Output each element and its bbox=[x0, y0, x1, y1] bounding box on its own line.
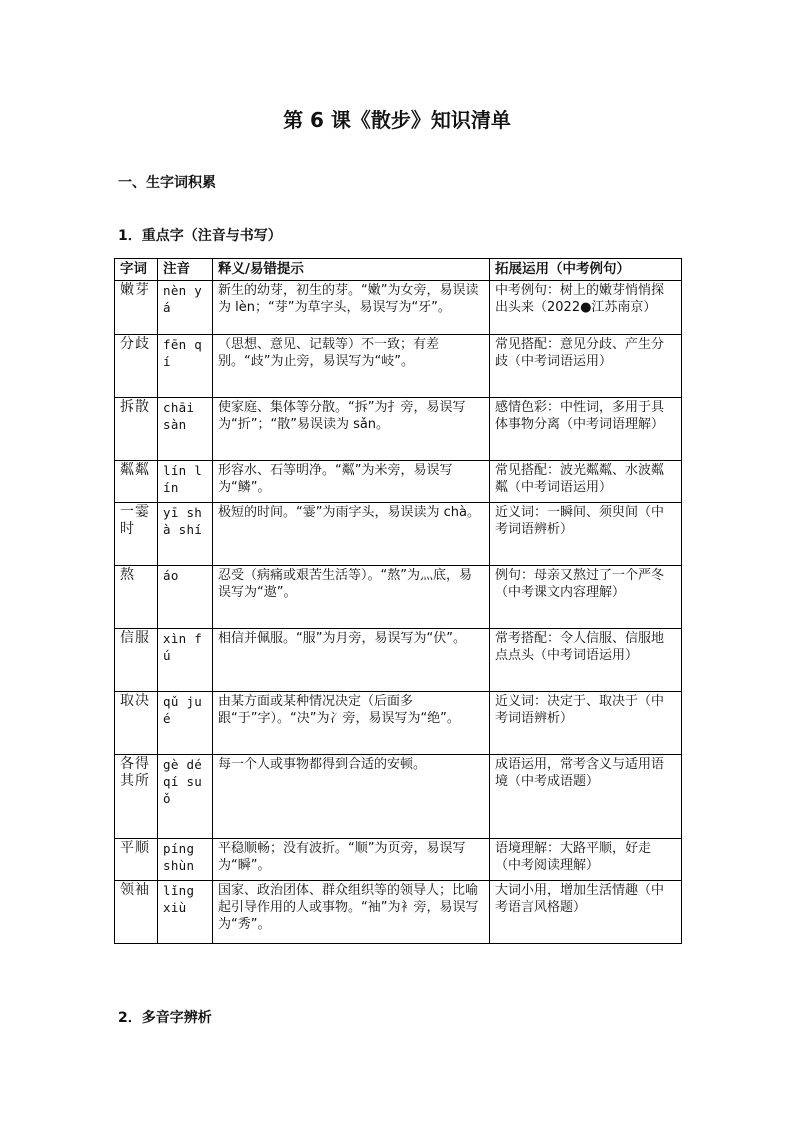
subheading-key-characters: 1．重点字（注音与书写） bbox=[118, 228, 282, 244]
pinyin-cell: lín lín bbox=[158, 461, 213, 503]
table-row bbox=[115, 503, 682, 566]
word-cell: 一霎时 bbox=[115, 503, 158, 566]
definition-cell: （思想、意见、记载等）不一致；有差别。“歧”为止旁，易误写为“岐”。 bbox=[213, 335, 490, 398]
table-body bbox=[115, 281, 682, 944]
pinyin-cell: lǐng xiù bbox=[158, 881, 213, 944]
extension-cell: 常见搭配：意见分歧、产生分歧（中考词语运用） bbox=[490, 335, 682, 398]
header-extension: 拓展运用（中考例句） bbox=[490, 259, 682, 281]
page-title: 第 6 课《散步》知识清单 bbox=[283, 108, 511, 132]
pinyin-cell: chāi sàn bbox=[158, 398, 213, 461]
word-cell: 各得其所 bbox=[115, 755, 158, 839]
extension-cell: 成语运用，常考含义与适用语境（中考成语题） bbox=[490, 755, 682, 839]
word-cell: 领袖 bbox=[115, 881, 158, 944]
table-row bbox=[115, 566, 682, 629]
table-row bbox=[115, 461, 682, 503]
table-row bbox=[115, 881, 682, 944]
header-word: 字词 bbox=[115, 259, 158, 281]
section-heading-vocabulary: 一、生字词积累 bbox=[118, 175, 216, 191]
vocabulary-table bbox=[114, 258, 682, 944]
definition-cell: 形容水、石等明净。“粼”为米旁，易误写为“鳞”。 bbox=[213, 461, 490, 503]
header-definition: 释义/易错提示 bbox=[213, 259, 490, 281]
definition-cell: 平稳顺畅；没有波折。“顺”为页旁，易误写为“瞬”。 bbox=[213, 839, 490, 881]
definition-cell: 使家庭、集体等分散。“拆”为扌旁，易误写为“折”；“散”易误读为 sǎn。 bbox=[213, 398, 490, 461]
subheading-polyphonic: 2．多音字辨析 bbox=[118, 1010, 212, 1026]
pinyin-cell: xìn fú bbox=[158, 629, 213, 692]
table-row bbox=[115, 692, 682, 755]
definition-cell: 极短的时间。“霎”为雨字头，易误读为 chà。 bbox=[213, 503, 490, 566]
word-cell: 粼粼 bbox=[115, 461, 158, 503]
pinyin-cell: qǔ jué bbox=[158, 692, 213, 755]
definition-cell: 每一个人或事物都得到合适的安顿。 bbox=[213, 755, 490, 839]
word-cell: 嫩芽 bbox=[115, 281, 158, 335]
definition-cell: 由某方面或某种情况决定（后面多跟“于”字）。“决”为冫旁，易误写为“绝”。 bbox=[213, 692, 490, 755]
extension-cell: 语境理解：大路平顺，好走（中考阅读理解） bbox=[490, 839, 682, 881]
extension-cell: 例句：母亲又熬过了一个严冬（中考课文内容理解） bbox=[490, 566, 682, 629]
definition-cell: 忍受（病痛或艰苦生活等）。“熬”为灬底，易误写为“遨”。 bbox=[213, 566, 490, 629]
word-cell: 信服 bbox=[115, 629, 158, 692]
pinyin-cell: yī shà shí bbox=[158, 503, 213, 566]
word-cell: 熬 bbox=[115, 566, 158, 629]
word-cell: 分歧 bbox=[115, 335, 158, 398]
extension-cell: 近义词：决定于、取决于（中考词语辨析） bbox=[490, 692, 682, 755]
pinyin-cell: nèn yá bbox=[158, 281, 213, 335]
word-cell: 取决 bbox=[115, 692, 158, 755]
pinyin-cell: píng shùn bbox=[158, 839, 213, 881]
pinyin-cell: gè dé qí suǒ bbox=[158, 755, 213, 839]
table-row bbox=[115, 281, 682, 335]
definition-cell: 新生的幼芽，初生的芽。“嫩”为女旁，易误读为 lèn；“芽”为草字头，易误写为“牙”。 bbox=[213, 281, 490, 335]
table-row bbox=[115, 839, 682, 881]
table-row bbox=[115, 629, 682, 692]
pinyin-cell: fēn qí bbox=[158, 335, 213, 398]
table-row bbox=[115, 398, 682, 461]
word-cell: 拆散 bbox=[115, 398, 158, 461]
extension-cell: 感情色彩：中性词，多用于具体事物分离（中考词语理解） bbox=[490, 398, 682, 461]
extension-cell: 近义词：一瞬间、须臾间（中考词语辨析） bbox=[490, 503, 682, 566]
definition-cell: 国家、政治团体、群众组织等的领导人；比喻起引导作用的人或事物。“袖”为衤旁，易误写为“秀”。 bbox=[213, 881, 490, 944]
header-pinyin: 注音 bbox=[158, 259, 213, 281]
word-cell: 平顺 bbox=[115, 839, 158, 881]
extension-cell: 中考例句：树上的嫩芽悄悄探出头来（2022●江苏南京） bbox=[490, 281, 682, 335]
table-row bbox=[115, 755, 682, 839]
extension-cell: 大词小用，增加生活情趣（中考语言风格题） bbox=[490, 881, 682, 944]
table-header-row bbox=[115, 259, 682, 281]
extension-cell: 常考搭配：令人信服、信服地点点头（中考词语运用） bbox=[490, 629, 682, 692]
pinyin-cell: áo bbox=[158, 566, 213, 629]
extension-cell: 常见搭配：波光粼粼、水波粼粼（中考词语运用） bbox=[490, 461, 682, 503]
table-row bbox=[115, 335, 682, 398]
definition-cell: 相信并佩服。“服”为月旁，易误写为“伏”。 bbox=[213, 629, 490, 692]
